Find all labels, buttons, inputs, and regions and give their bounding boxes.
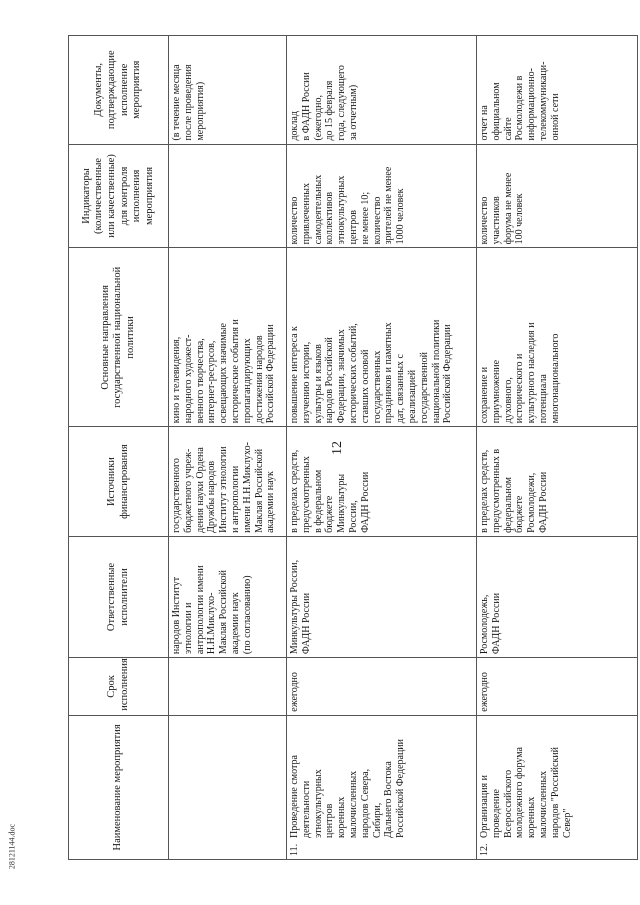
row-11-term: ежегодно [287, 658, 477, 716]
header-term: Срок исполнения [69, 658, 169, 716]
header-documents: Документы, подтверждающие исполнение мероприятия [69, 36, 169, 145]
row-12-financing: в пределах средств, предусмотренных в федеральном бюджете Росмолодежи, ФАДН России [477, 427, 638, 537]
row-12-name: Организация и проведение Всероссийского молодежного форума коренных малочисленных народов "Российский Север" [479, 746, 573, 838]
row-11-name: Проведение смотра деятельности этнокультурных центров коренных малочисленных народов Севера, Сибири, Дальнего Востока Российской Федерации [289, 738, 407, 838]
row-11-name-cell [287, 715, 477, 859]
cont-term [169, 658, 287, 716]
row-12-indicators: количество участников форума не менее 100 человек [477, 144, 638, 248]
row-11-responsible: Минкультуры России, ФАДН России [287, 536, 477, 657]
table-header-row [69, 36, 169, 860]
row-11-directions: повышение интереса к изучению истории, культуры и языков народов Российской Федерации, значимых исторических событий, ставших основой государственных праздников и памятных дат, связанных с реализацией государственной национальной политики Российской Федерации [287, 248, 477, 427]
header-indicators: Индикаторы (количественные или качественные) для контроля исполнения мероприятия [69, 144, 169, 248]
row-12-name-cell [477, 715, 638, 859]
cont-indicators [169, 144, 287, 248]
cont-responsible: народов Институт этнологии и антропологии имени Н.Н.Миклухо- Маклая Российской академии наук (по согласованию) [169, 536, 287, 657]
row-11-indicators: количество привлеченных самодеятельных коллективов этнокультурных центров не менее 10; количество зрителей не менее 1000 человек [287, 144, 477, 248]
table-row [287, 36, 477, 860]
cont-documents: (в течение месяца после проведения мероприятия) [169, 36, 287, 145]
cont-directions: кино и телевидения, народного художест- венного творчества, интернет-ресурсов, освещающих значимые исторические события и пропагандирующих достижения народов Российской Федерации [169, 248, 287, 427]
header-directions: Основные направления государственной национальной политики [69, 248, 169, 427]
row-12-number: 12. [479, 843, 490, 856]
header-financing: Источники финансирования [69, 427, 169, 537]
row-11-documents: доклад в ФАДН России (ежегодно, до 15 февраля года, следующего за отчетным) [287, 36, 477, 145]
plan-table [68, 35, 638, 860]
row-11-number: 11. [289, 843, 300, 856]
document-file-name: 28121144.doc [7, 823, 17, 870]
rotated-page [68, 35, 638, 860]
header-responsible: Ответственные исполнители [69, 536, 169, 657]
header-name: Наименование мероприятия [69, 715, 169, 859]
page-number: 12 [330, 441, 345, 455]
cont-financing: государственного бюджетного учреж- дения науки Ордена Дружбы народов Институт этнологии и антропологии имени Н.Н.Миклухо- Маклая Российской академии наук [169, 427, 287, 537]
row-12-responsible: Росмолодежь, ФАДН России [477, 536, 638, 657]
table-row-continuation [169, 36, 287, 860]
row-11-financing: в пределах средств, предусмотренных в федеральном бюджете Минкультуры России, ФАДН России [287, 427, 477, 537]
row-12-directions: сохранение и приумножение духовного, исторического и культурного наследия и потенциала многонационального [477, 248, 638, 427]
table-row [477, 36, 638, 860]
row-12-documents: отчет на официальном сайте Росмолодежи в информационно- телекоммуникаци- онной сети [477, 36, 638, 145]
cont-name [169, 715, 287, 859]
row-12-term: ежегодно [477, 658, 638, 716]
